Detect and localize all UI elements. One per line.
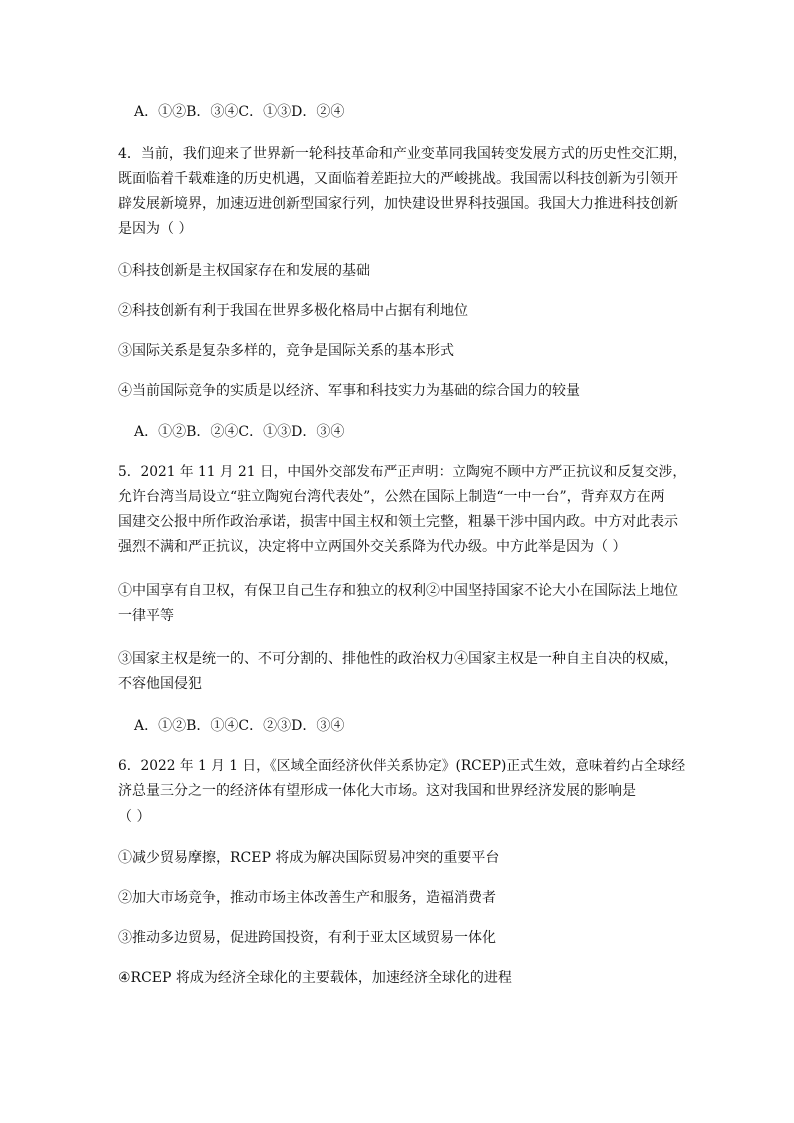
q5-stem-line-1: 5．2021 年 11 月 21 日，中国外交部发布严正声明：立陶宛不顾中方严正抗议和反复交涉， <box>118 464 687 480</box>
q6-item-2: ②加大市场竞争，推动市场主体改善生产和服务，造福消费者 <box>118 890 496 906</box>
q5-item-line-4: 不容他国侵犯 <box>118 676 202 692</box>
q6-stem-line-2: 济总量三分之一的经济体有望形成一体化大市场。这对我国和世界经济发展的影响是 <box>118 783 636 799</box>
q5-item-line-2: 一律平等 <box>118 608 174 624</box>
q6-item-4: ④RCEP 将成为经济全球化的主要载体，加速经济全球化的进程 <box>118 970 512 986</box>
q6-stem-line-3: （ ） <box>118 809 151 825</box>
q4-item-1: ①科技创新是主权国家存在和发展的基础 <box>118 263 370 279</box>
q4-stem-line-3: 辟发展新境界，加速迈进创新型国家行列，加快建设世界科技强国。我国大力推进科技创新 <box>118 196 678 212</box>
q6-item-3: ③推动多边贸易，促进跨国投资，有利于亚太区域贸易一体化 <box>118 930 496 946</box>
q5-stem-line-3: 国建交公报中所作政治承诺，损害中国主权和领土完整，粗暴干涉中国内政。中方对此表示 <box>118 514 678 530</box>
q4-item-4: ④当前国际竞争的实质是以经济、军事和科技实力为基础的综合国力的较量 <box>118 383 580 399</box>
q5-stem-line-4: 强烈不满和严正抗议，决定将中立两国外交关系降为代办级。中方此举是因为（ ） <box>118 539 627 555</box>
q6-stem-line-1: 6．2022 年 1 月 1 日，《区域全面经济伙伴关系协定》(RCEP)正式生效，意味着约占全球经 <box>118 758 686 774</box>
q3-options: A．①②B．③④C．①③D．②④ <box>134 104 345 120</box>
q5-item-line-3: ③国家主权是统一的、不可分割的、排他性的政治权力④国家主权是一种自主自决的权威， <box>118 651 678 667</box>
q4-stem-line-2: 既面临着千载难逢的历史机遇，又面临着差距拉大的严峻挑战。我国需以科技创新为引领开 <box>118 171 678 187</box>
q4-stem-line-4: 是因为（ ） <box>118 221 193 237</box>
q5-stem-line-2: 允许台湾当局设立“驻立陶宛台湾代表处”，公然在国际上制造“一中一台”，背弃双方在两 <box>118 489 665 505</box>
q5-options: A．①②B．①④C．②③D．③④ <box>134 718 345 734</box>
q6-item-1: ①减少贸易摩擦，RCEP 将成为解决国际贸易冲突的重要平台 <box>118 850 500 866</box>
q4-item-3: ③国际关系是复杂多样的，竞争是国际关系的基本形式 <box>118 343 454 359</box>
q4-options: A．①②B．②④C．①③D．③④ <box>134 424 345 440</box>
q4-stem-line-1: 4．当前，我们迎来了世界新一轮科技革命和产业变革同我国转变发展方式的历史性交汇期， <box>118 146 687 162</box>
q4-item-2: ②科技创新有利于我国在世界多极化格局中占据有利地位 <box>118 303 468 319</box>
q5-item-line-1: ①中国享有自卫权，有保卫自己生存和独立的权利②中国坚持国家不论大小在国际法上地位 <box>118 583 678 599</box>
